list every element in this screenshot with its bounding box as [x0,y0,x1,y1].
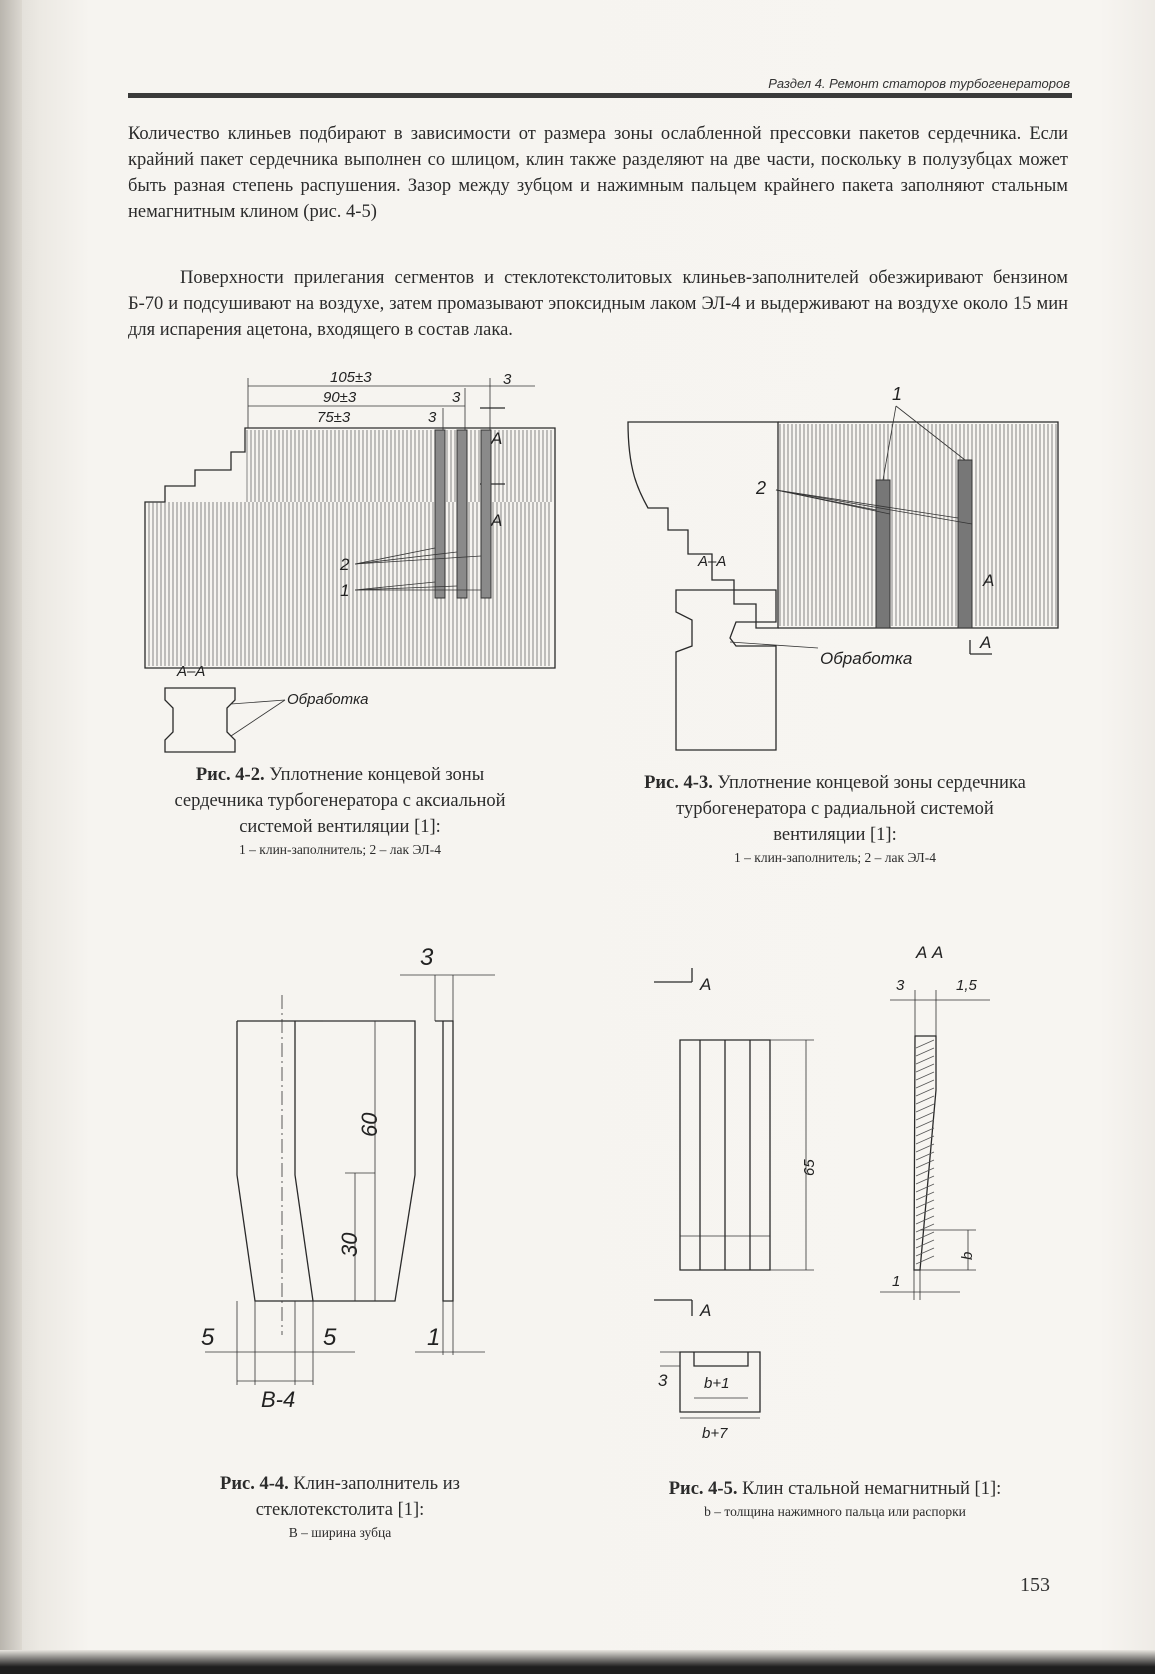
page-bottom-shadow [0,1650,1155,1674]
figure-4-5-number: Рис. 4-5. [668,1479,738,1499]
figure-4-3-number: Рис. 4-3. [644,773,713,793]
fig5-dim-b: b [959,1251,976,1260]
fig5-dim-3-bottom: 3 [658,1371,668,1390]
fig2-label-1: 1 [340,581,350,600]
page-number: 153 [1020,1574,1050,1596]
fig5-arrow-a-top: А [700,975,712,994]
fig2-dim-90: 90±3 [323,389,357,406]
header-rule [128,93,1072,98]
fig2-section-mark-top: А [491,429,503,448]
fig4-dim-left-5: 5 [201,1324,215,1351]
fig4-dim-30: 30 [337,1232,362,1257]
figure-4-3-title: Уплотнение концевой зоны сердечника турбогенератора с радиальной системой вентиляции [1]: [676,773,1026,845]
fig3-processing-label: Обработка [820,649,913,668]
fig3-section-label: А–А [698,553,727,570]
fig4-dim-bottom-1: 1 [427,1324,441,1351]
fig4-dim-right-5: 5 [323,1324,337,1351]
running-header: Раздел 4. Ремонт статоров турбогенераторов [768,76,1070,91]
fig5-section-title: А А [916,943,944,962]
figure-4-5-caption [610,1476,1060,1522]
figure-4-3-drawing [628,384,1068,760]
figure-4-4-caption [150,1471,530,1543]
fig3-label-2: 2 [756,478,767,498]
figure-4-5-title: Клин стальной немагнитный [1]: [742,1479,1002,1499]
figure-4-4-legend: В – ширина зубца [288,1525,392,1540]
fig3-section-mark-2: А [980,633,992,652]
fig5-dim-3: 3 [896,977,905,994]
fig2-section-mark-bottom: А [491,511,503,530]
fig2-gap-3: 3 [503,371,512,388]
fig2-dim-105: 105±3 [330,369,372,386]
fig2-processing-label: Обработка [287,691,369,708]
paragraph-1: Количество клиньев подбирают в зависимости от размера зоны ослабленной прессовки пакетов сердечника. Если крайний пакет сердечника выполнен со шлицом, клин также разделяют на две части, поскольку в полузубцах может быть разная степень распушения. Зазор между зубцом и нажимным пальцем крайнего пакета заполняют стальным немагнитным клином (рис. 4-5) [128,124,1068,222]
fig2-dim-75: 75±3 [317,409,351,426]
figure-4-5-drawing [650,940,1030,1470]
fig3-label-1: 1 [892,384,903,404]
figure-4-4-number: Рис. 4-4. [220,1474,289,1494]
figure-4-2-legend: 1 – клин-заполнитель; 2 – лак ЭЛ-4 [239,842,441,857]
figure-4-2-number: Рис. 4-2. [195,765,265,785]
paragraph-2: Поверхности прилегания сегментов и стеклотекстолитовых клиньев-заполнителей обезжиривают бензином Б-70 и подсушивают на воздухе, затем промазывают эпоксидным лаком ЭЛ-4 и выдерживают на воздухе около 15 мин для испарения ацетона, входящего в состав лака. [128,268,1068,340]
fig4-dim-60: 60 [357,1112,382,1137]
fig2-section-label: А–А [177,663,206,680]
fig5-dim-65: 65 [801,1159,818,1176]
fig3-section-mark: А [983,571,995,590]
page-binding-shadow [0,0,22,1674]
figure-4-4-drawing [195,935,535,1445]
figure-4-2-title: Уплотнение концевой зоны сердечника турбогенератора с аксиальной системой вентиляции [1]: [174,765,506,837]
fig5-dim-1: 1 [892,1273,901,1290]
figure-4-5-legend: b – толщина нажимного пальца или распорки [704,1504,966,1519]
fig5-dim-b-plus-1: b+1 [704,1375,730,1392]
fig2-label-2: 2 [340,555,350,574]
fig4-dim-top-3: 3 [420,944,434,971]
fig5-arrow-a-bottom: А [700,1301,712,1320]
figure-4-2-drawing [135,369,595,758]
fig5-dim-b-plus-7: b+7 [702,1425,728,1442]
figure-4-2-caption [150,762,530,860]
figure-4-4-title: Клин-заполнитель из стеклотекстолита [1]: [255,1474,460,1520]
fig4-dim-width: В-4 [261,1387,296,1412]
figure-4-3-caption [640,770,1030,868]
fig5-dim-1-5: 1,5 [956,977,977,994]
figure-4-3-legend: 1 – клин-заполнитель; 2 – лак ЭЛ-4 [734,850,936,865]
fig2-gap-1: 3 [452,389,461,406]
fig2-gap-2: 3 [428,409,437,426]
